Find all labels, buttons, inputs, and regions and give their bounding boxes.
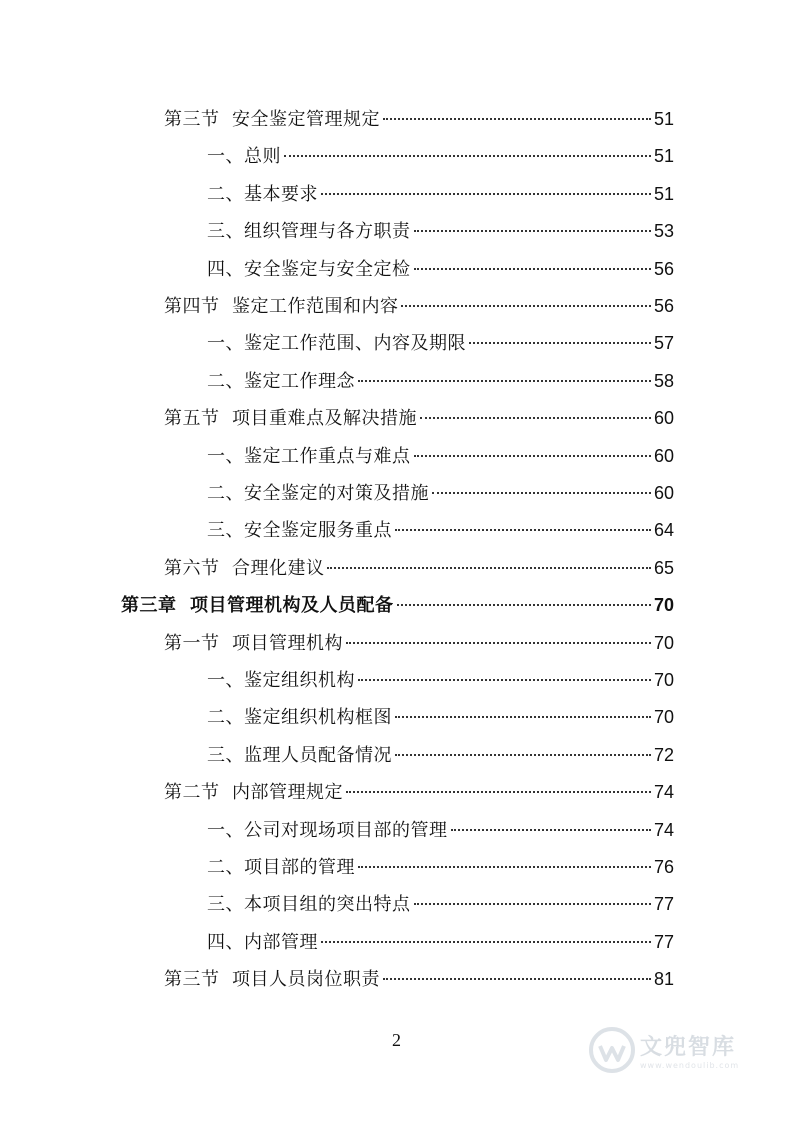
toc-dot-leader — [358, 866, 651, 868]
toc-entry-chapter — [121, 590, 674, 620]
watermark-url: www.wendoulib.com — [640, 1061, 740, 1070]
toc-entry-item — [207, 927, 674, 957]
toc-entry-page: 51 — [653, 183, 674, 204]
toc-entry-label: 第三节 项目人员岗位职责 — [164, 969, 380, 991]
toc-entry-page: 70 — [653, 595, 674, 616]
toc-entry-item — [207, 366, 674, 396]
toc-dot-leader — [395, 716, 651, 718]
toc-entry-item — [207, 254, 674, 284]
toc-entry-item — [207, 478, 674, 508]
toc-dot-leader — [432, 492, 651, 494]
toc-entry-label: 第四节 鉴定工作范围和内容 — [164, 296, 399, 317]
wendou-logo-icon — [588, 1026, 636, 1074]
toc-entry-page: 60 — [653, 483, 674, 503]
toc-entry-page: 74 — [653, 782, 674, 803]
toc-entry-label: 二、鉴定工作理念 — [207, 370, 355, 392]
toc-entry-section — [164, 553, 674, 583]
toc-entry-label: 第二节 内部管理规定 — [164, 782, 343, 804]
toc-entry-section — [164, 964, 674, 994]
toc-dot-leader — [469, 342, 651, 344]
toc-entry-page: 57 — [653, 333, 674, 354]
toc-entry-label: 三、组织管理与各方职责 — [207, 221, 411, 243]
toc-entry-label: 三、安全鉴定服务重点 — [207, 520, 392, 542]
toc-entry-page: 81 — [653, 969, 674, 990]
toc-dot-leader — [414, 455, 651, 457]
toc-entry-page: 64 — [653, 520, 674, 541]
toc-dot-leader — [401, 305, 651, 307]
toc-entry-page: 58 — [653, 370, 674, 391]
toc-entry-item — [207, 141, 674, 171]
toc-entry-page: 77 — [653, 894, 674, 915]
toc-entry-item — [207, 216, 674, 246]
toc-entry-label: 第三节 安全鉴定管理规定 — [164, 109, 380, 130]
toc-dot-leader — [383, 118, 651, 120]
toc-entry-item — [207, 441, 674, 471]
toc-entry-label: 第一节 项目管理机构 — [164, 632, 343, 654]
toc-entry-label: 二、项目部的管理 — [207, 857, 355, 878]
watermark — [588, 1022, 788, 1078]
toc-entry-page: 65 — [653, 557, 674, 578]
toc-dot-leader — [451, 829, 651, 831]
toc-entry-section — [164, 628, 674, 658]
toc-entry-page: 53 — [653, 221, 674, 242]
toc-entry-page: 51 — [653, 146, 674, 167]
toc-dot-leader — [358, 380, 651, 382]
toc-entry-page: 56 — [653, 258, 674, 279]
toc-dot-leader — [346, 642, 651, 644]
toc-entry-label: 三、本项目组的突出特点 — [207, 894, 411, 916]
toc-entry-item — [207, 179, 674, 209]
toc-entry-page: 76 — [653, 857, 674, 877]
toc-entry-page: 70 — [653, 707, 674, 728]
toc-dot-leader — [284, 155, 651, 157]
toc-entry-label: 四、内部管理 — [207, 931, 318, 953]
toc-dot-leader — [414, 903, 651, 905]
toc-entry-section — [164, 403, 674, 433]
toc-dot-leader — [395, 754, 651, 756]
toc-dot-leader — [414, 230, 651, 232]
toc-entry-page: 70 — [653, 670, 674, 690]
toc-entry-label: 一、鉴定组织机构 — [207, 670, 355, 691]
toc-dot-leader — [397, 604, 651, 606]
toc-entry-label: 一、公司对现场项目部的管理 — [207, 819, 448, 841]
toc-entry-page: 77 — [653, 931, 674, 952]
toc-dot-leader — [327, 567, 651, 569]
toc-entry-page: 56 — [653, 296, 674, 316]
toc-dot-leader — [346, 791, 651, 793]
toc-entry-page: 72 — [653, 744, 674, 765]
toc-entry-item — [207, 702, 674, 732]
toc-dot-leader — [414, 268, 651, 270]
toc-entry-section — [164, 777, 674, 807]
toc-entry-page: 60 — [653, 445, 674, 466]
toc-entry-label: 第三章 项目管理机构及人员配备 — [121, 595, 394, 617]
toc-entry-label: 第五节 项目重难点及解决措施 — [164, 408, 417, 430]
toc-entry-item — [207, 815, 674, 845]
toc-entry-label: 一、鉴定工作重点与难点 — [207, 445, 411, 467]
toc-entry-item — [207, 515, 674, 545]
toc-dot-leader — [395, 529, 651, 531]
page-number: 2 — [392, 1030, 401, 1050]
toc-dot-leader — [321, 193, 651, 195]
toc-entry-label: 三、监理人员配备情况 — [207, 744, 392, 766]
toc-entry-label: 第六节 合理化建议 — [164, 557, 325, 579]
toc-dot-leader — [358, 679, 651, 681]
toc-entry-label: 二、鉴定组织机构框图 — [207, 707, 392, 729]
toc-entry-page: 60 — [653, 408, 674, 429]
toc-entry-label: 一、总则 — [207, 146, 281, 168]
toc-dot-leader — [321, 941, 651, 943]
toc-entry-item — [207, 665, 674, 695]
toc-entry-item — [207, 852, 674, 882]
toc-dot-leader — [420, 417, 651, 419]
toc-dot-leader — [383, 978, 651, 980]
toc-entry-label: 二、基本要求 — [207, 183, 318, 205]
watermark-name: 文兜智库 — [640, 1035, 737, 1060]
toc-entry-section — [164, 104, 674, 134]
toc-entry-page: 74 — [653, 819, 674, 840]
toc-entry-label: 二、安全鉴定的对策及措施 — [207, 483, 429, 504]
toc-entry-page: 70 — [653, 632, 674, 653]
toc-entry-item — [207, 889, 674, 919]
toc-entry-label: 一、鉴定工作范围、内容及期限 — [207, 333, 466, 355]
toc-entry-page: 51 — [653, 109, 674, 129]
toc-entry-section — [164, 291, 674, 321]
toc-entry-item — [207, 740, 674, 770]
toc-entry-item — [207, 328, 674, 358]
toc-entry-label: 四、安全鉴定与安全定检 — [207, 258, 411, 280]
